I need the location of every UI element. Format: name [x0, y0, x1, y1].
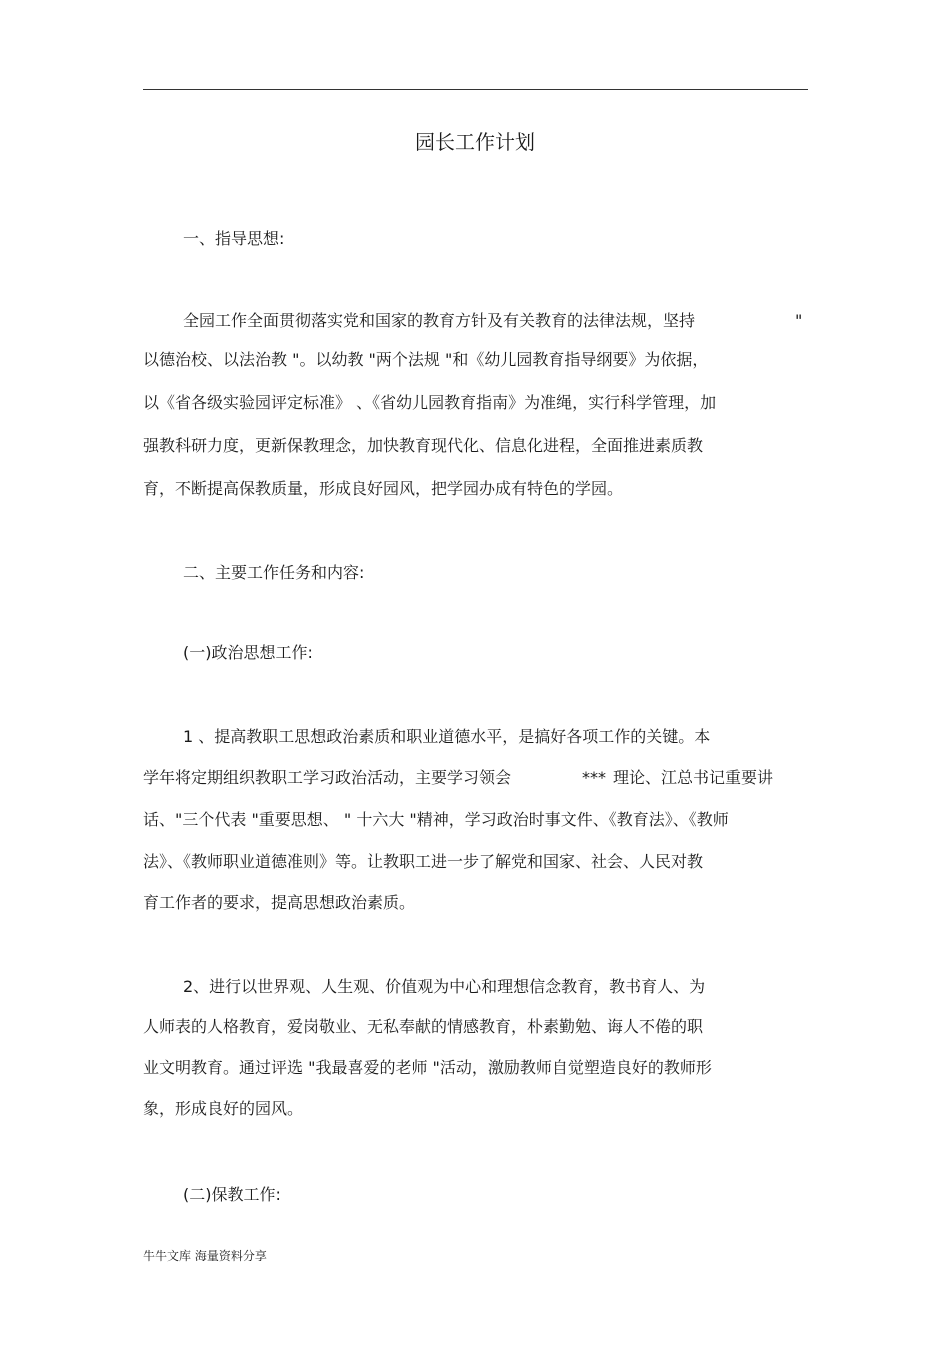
line-text: 全园工作全面贯彻落实党和国家的教育方针及有关教育的法律法规，坚持	[183, 311, 696, 330]
document-title: 园长工作计划	[415, 130, 535, 154]
paragraph-line: 育工作者的要求，提高思想政治素质。	[143, 893, 416, 912]
paragraph-line	[183, 309, 848, 333]
paragraph-line: 以《省各级实验园评定标准》 、《省幼儿园教育指南》为准绳，实行科学管理，加	[143, 393, 717, 412]
paragraph-line: 育，不断提高保教质量，形成良好园风，把学园办成有特色的学园。	[143, 479, 624, 498]
paragraph-line: 话、"三个代表 "重要思想、 " 十六大 "精神，学习政治时事文件、《教育法》、《教师	[143, 810, 729, 829]
section-heading-guiding-thought: 一、指导思想:	[183, 229, 285, 248]
subsection-heading-political-work: (一)政治思想工作:	[183, 643, 313, 662]
line-quote: "	[795, 311, 803, 330]
paragraph-line: 1 、提高教职工思想政治素质和职业道德水平，是搞好各项工作的关键。本	[183, 727, 711, 746]
section-heading-main-tasks: 二、主要工作任务和内容:	[183, 563, 365, 582]
paragraph-line: 象，形成良好的园风。	[143, 1099, 304, 1118]
paragraph-line: 人师表的人格教育，爱岗敬业、无私奉献的情感教育，朴素勤勉、诲人不倦的职	[143, 1017, 704, 1036]
paragraph-line: 业文明教育。通过评选 "我最喜爱的老师 "活动，激励教师自觉塑造良好的教师形	[143, 1058, 712, 1077]
subsection-heading-care-education: (二)保教工作:	[183, 1185, 281, 1204]
line-stars: ***	[582, 768, 606, 787]
line-text: 学年将定期组织教职工学习政治活动，主要学习领会	[143, 768, 512, 787]
header-rule	[143, 89, 808, 90]
paragraph-line: 法》、《教师职业道德准则》等。让教职工进一步了解党和国家、社会、人民对教	[143, 852, 704, 871]
paragraph-line: 强教科研力度，更新保教理念，加快教育现代化、信息化进程，全面推进素质教	[143, 436, 704, 455]
paragraph-line: 以德治校、以法治教 "。以幼教 "两个法规 "和《幼儿园教育指导纲要》为依据，	[143, 350, 709, 369]
line-text-rest: 理论、江总书记重要讲	[613, 768, 774, 787]
paragraph-line: 2、进行以世界观、人生观、价值观为中心和理想信念教育，教书育人、为	[183, 977, 706, 996]
footer-watermark: 牛牛文库 海量资料分享	[143, 1249, 267, 1263]
